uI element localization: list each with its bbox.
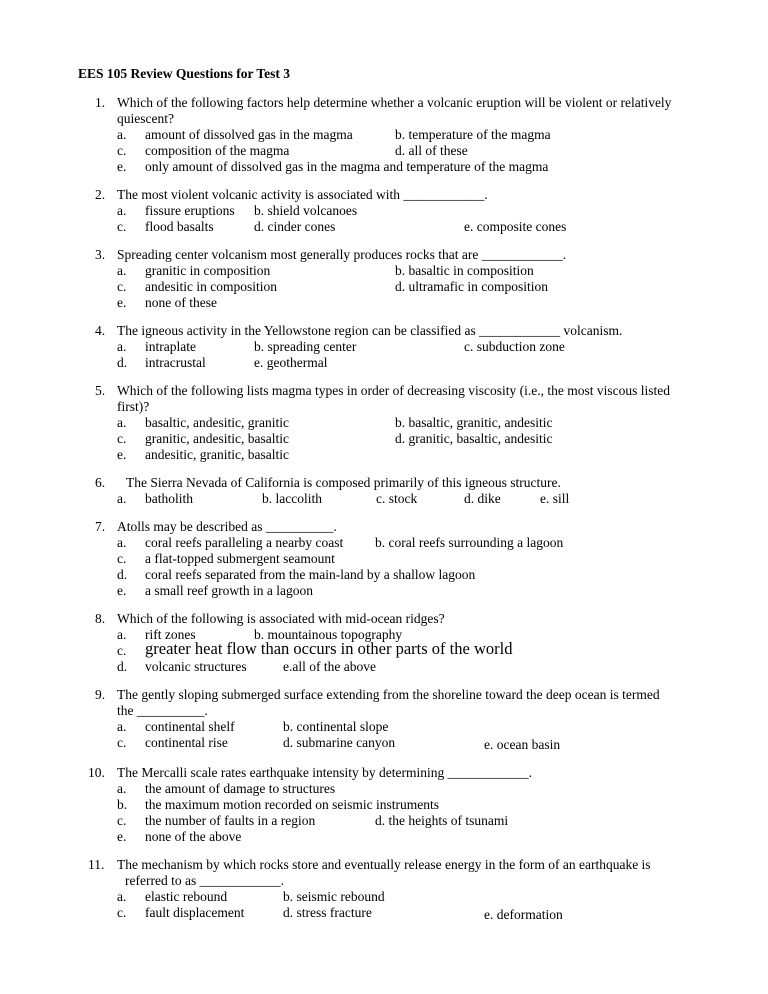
choice-text: a flat-topped submergent seamount bbox=[145, 551, 335, 566]
choice-letter: e. bbox=[117, 583, 127, 598]
choice-text: d. the heights of tsunami bbox=[375, 813, 509, 828]
choice-letter: c. bbox=[117, 219, 127, 234]
choice-letter: a. bbox=[117, 889, 127, 904]
choice-letter: a. bbox=[117, 535, 127, 550]
choice-text: granitic in composition bbox=[145, 263, 271, 278]
choice-text: the maximum motion recorded on seismic instruments bbox=[145, 797, 439, 812]
choice-letter: c. bbox=[117, 905, 127, 920]
choice-text: e. deformation bbox=[484, 907, 563, 922]
choice-letter: d. bbox=[117, 659, 128, 674]
question-stem: referred to as ____________. bbox=[125, 873, 284, 888]
choice-text: coral reefs separated from the main-land by a shallow lagoon bbox=[145, 567, 476, 582]
choice-text: basaltic, andesitic, granitic bbox=[145, 415, 289, 430]
choice-letter: a. bbox=[117, 339, 127, 354]
choice-text: a small reef growth in a lagoon bbox=[145, 583, 313, 598]
question-stem: The gently sloping submerged surface extending from the shoreline toward the deep ocean is termed bbox=[117, 687, 660, 702]
choice-text: coral reefs paralleling a nearby coast bbox=[145, 535, 344, 550]
question-number: 2. bbox=[95, 187, 106, 202]
question-stem: The most violent volcanic activity is associated with ____________. bbox=[117, 187, 488, 202]
question-stem: Which of the following lists magma types in order of decreasing viscosity (i.e., the most viscous listed bbox=[117, 383, 671, 398]
choice-letter: c. bbox=[117, 813, 127, 828]
choice-text: none of these bbox=[145, 295, 217, 310]
choice-text: e. ocean basin bbox=[484, 737, 561, 752]
choice-letter: a. bbox=[117, 719, 127, 734]
choice-letter: c. bbox=[117, 643, 127, 658]
choice-text: composition of the magma bbox=[145, 143, 290, 158]
choice-letter: a. bbox=[117, 415, 127, 430]
choice-text: b. spreading center bbox=[254, 339, 357, 354]
choice-letter: a. bbox=[117, 263, 127, 278]
choice-text: e. geothermal bbox=[254, 355, 328, 370]
choice-text: amount of dissolved gas in the magma bbox=[145, 127, 353, 142]
choice-letter: b. bbox=[117, 797, 128, 812]
choice-text: c. subduction zone bbox=[464, 339, 565, 354]
choice-text: d. ultramafic in composition bbox=[395, 279, 548, 294]
choice-text: fissure eruptions bbox=[145, 203, 235, 218]
question-stem: quiescent? bbox=[117, 111, 174, 126]
question-stem: Spreading center volcanism most generally produces rocks that are ____________. bbox=[117, 247, 567, 262]
question-number: 1. bbox=[95, 95, 106, 110]
choice-text: none of the above bbox=[145, 829, 242, 844]
choice-text: d. granitic, basaltic, andesitic bbox=[395, 431, 553, 446]
choice-letter: a. bbox=[117, 491, 127, 506]
question-number: 9. bbox=[95, 687, 106, 702]
choice-text: b. seismic rebound bbox=[283, 889, 385, 904]
choice-text: b. continental slope bbox=[283, 719, 389, 734]
choice-text: b. basaltic in composition bbox=[395, 263, 534, 278]
choice-text: b. basaltic, granitic, andesitic bbox=[395, 415, 553, 430]
question-stem: Atolls may be described as __________. bbox=[117, 519, 337, 534]
choice-letter: c. bbox=[117, 279, 127, 294]
choice-text: andesitic in composition bbox=[145, 279, 277, 294]
choice-letter: e. bbox=[117, 829, 127, 844]
choice-text: b. mountainous topography bbox=[254, 627, 403, 642]
choice-text: intraplate bbox=[145, 339, 196, 354]
choice-text: e. composite cones bbox=[464, 219, 567, 234]
choice-text: intracrustal bbox=[145, 355, 206, 370]
choice-text: b. laccolith bbox=[262, 491, 322, 506]
choice-text: fault displacement bbox=[145, 905, 245, 920]
choice-text: d. submarine canyon bbox=[283, 735, 396, 750]
question-stem: The Sierra Nevada of California is composed primarily of this igneous structure. bbox=[126, 475, 561, 490]
choice-letter: a. bbox=[117, 127, 127, 142]
question-stem: Which of the following factors help determine whether a volcanic eruption will be violent or relatively bbox=[117, 95, 672, 110]
question-stem: the __________. bbox=[117, 703, 208, 718]
question-number: 7. bbox=[95, 519, 106, 534]
choice-letter: a. bbox=[117, 781, 127, 796]
question-number: 3. bbox=[95, 247, 106, 262]
question-number: 11. bbox=[88, 857, 105, 872]
choice-text: c. stock bbox=[376, 491, 418, 506]
question-number: 5. bbox=[95, 383, 106, 398]
question-stem: first)? bbox=[117, 399, 150, 414]
choice-text: continental shelf bbox=[145, 719, 235, 734]
question-stem: The mechanism by which rocks store and eventually release energy in the form of an earthquake is bbox=[117, 857, 651, 872]
question-number: 8. bbox=[95, 611, 106, 626]
choice-text: the amount of damage to structures bbox=[145, 781, 336, 796]
choice-text: batholith bbox=[145, 491, 193, 506]
document-title: EES 105 Review Questions for Test 3 bbox=[78, 66, 291, 81]
choice-text: granitic, andesitic, basaltic bbox=[145, 431, 289, 446]
question-stem: The igneous activity in the Yellowstone region can be classified as ____________ volcanism. bbox=[117, 323, 623, 338]
choice-text: continental rise bbox=[145, 735, 228, 750]
choice-letter: e. bbox=[117, 295, 127, 310]
choice-letter: a. bbox=[117, 203, 127, 218]
choice-text: d. all of these bbox=[395, 143, 468, 158]
choice-text: rift zones bbox=[145, 627, 196, 642]
choice-text: volcanic structures bbox=[145, 659, 247, 674]
question-number: 4. bbox=[95, 323, 106, 338]
choice-text: only amount of dissolved gas in the magma and temperature of the magma bbox=[145, 159, 549, 174]
choice-text: e.all of the above bbox=[283, 659, 376, 674]
choice-text: b. temperature of the magma bbox=[395, 127, 551, 142]
choice-text: andesitic, granitic, basaltic bbox=[145, 447, 289, 462]
choice-letter: c. bbox=[117, 735, 127, 750]
choice-letter: e. bbox=[117, 447, 127, 462]
choice-text: flood basalts bbox=[145, 219, 214, 234]
choice-text: elastic rebound bbox=[145, 889, 228, 904]
question-stem: Which of the following is associated with mid-ocean ridges? bbox=[117, 611, 445, 626]
choice-text: d. dike bbox=[464, 491, 501, 506]
choice-text: greater heat flow than occurs in other parts of the world bbox=[145, 639, 513, 658]
question-number: 10. bbox=[88, 765, 105, 780]
choice-letter: a. bbox=[117, 627, 127, 642]
choice-letter: c. bbox=[117, 431, 127, 446]
question-stem: The Mercalli scale rates earthquake intensity by determining ____________. bbox=[117, 765, 532, 780]
choice-text: b. coral reefs surrounding a lagoon bbox=[375, 535, 564, 550]
choice-letter: c. bbox=[117, 143, 127, 158]
question-number: 6. bbox=[95, 475, 106, 490]
choice-letter: d. bbox=[117, 355, 128, 370]
choice-text: e. sill bbox=[540, 491, 570, 506]
choice-text: d. stress fracture bbox=[283, 905, 372, 920]
choice-letter: e. bbox=[117, 159, 127, 174]
choice-text: b. shield volcanoes bbox=[254, 203, 358, 218]
choice-letter: d. bbox=[117, 567, 128, 582]
choice-text: d. cinder cones bbox=[254, 219, 336, 234]
choice-text: the number of faults in a region bbox=[145, 813, 316, 828]
choice-letter: c. bbox=[117, 551, 127, 566]
